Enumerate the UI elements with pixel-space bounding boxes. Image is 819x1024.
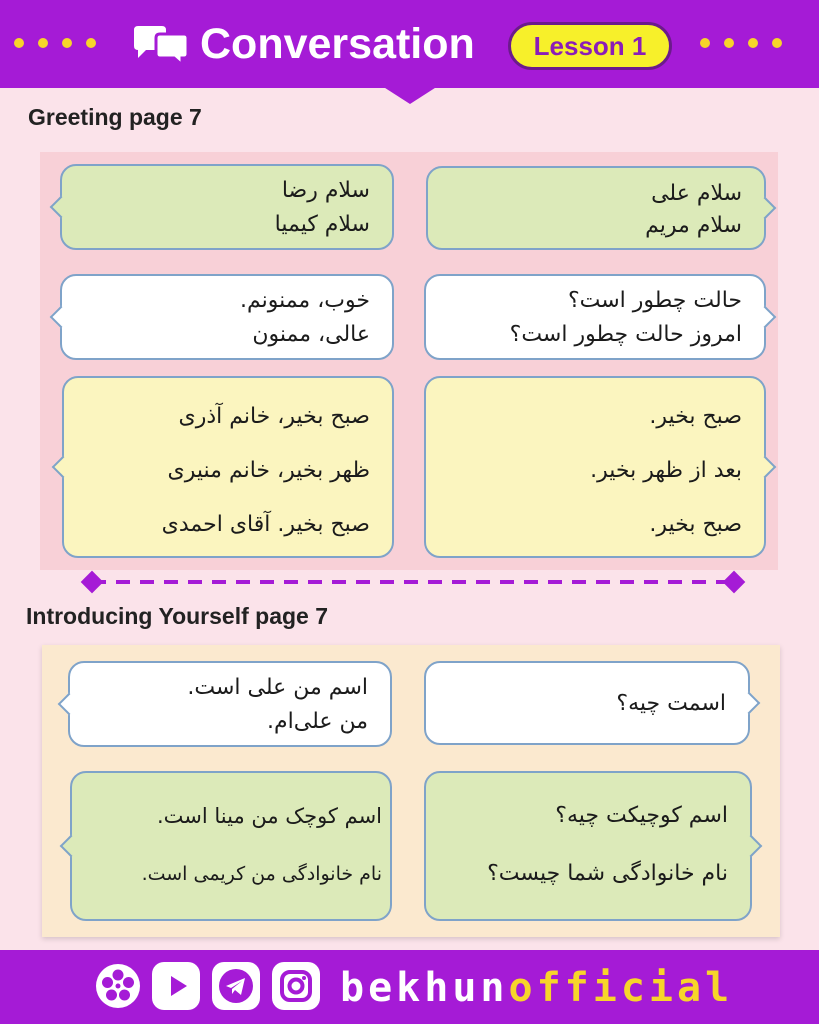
- section-divider: [78, 568, 748, 596]
- bubble-line: حالت چطور است؟: [567, 288, 742, 313]
- header-bar: [0, 0, 819, 88]
- page-title: Conversation: [200, 20, 475, 68]
- youtube-icon[interactable]: [152, 962, 200, 1010]
- brand-name[interactable]: [340, 958, 733, 1018]
- bubble-line: من علی‌ام.: [267, 709, 368, 734]
- intro-bubble-1: [424, 661, 750, 745]
- bubble-line: اسم کوچک من مینا است.: [156, 804, 382, 828]
- footer-bar: [0, 950, 819, 1024]
- bubble-line: سلام مریم: [645, 213, 742, 238]
- greeting-heading: Greeting page 7: [28, 104, 202, 130]
- brand-primary: bekhun: [340, 965, 509, 1011]
- intro-bubble-4: [70, 771, 392, 921]
- bubble-line: سلام علی: [651, 181, 742, 206]
- header-notch: [382, 86, 438, 104]
- decorative-dots-left: [14, 38, 96, 48]
- greeting-bubble-2: [60, 164, 394, 250]
- lesson-badge: Lesson 1: [508, 22, 672, 70]
- film-reel-icon[interactable]: [94, 962, 142, 1010]
- bubble-line: بعد از ظهر بخیر.: [590, 458, 742, 483]
- bubble-line: ظهر بخیر، خانم منیری: [167, 458, 370, 483]
- bubble-line: نام خانوادگی شما چیست؟: [487, 861, 728, 886]
- bubble-line: عالی، ممنون: [252, 322, 370, 347]
- bubble-line: اسم کوچیکت چیه؟: [555, 803, 728, 828]
- bubble-line: صبح بخیر.: [649, 404, 742, 429]
- instagram-icon[interactable]: [272, 962, 320, 1010]
- bubble-line: سلام کیمیا: [274, 212, 370, 237]
- introducing-heading: Introducing Yourself page 7: [26, 603, 329, 629]
- greeting-bubble-6: [62, 376, 394, 558]
- decorative-dots-right: [700, 38, 782, 48]
- greeting-bubble-3: [424, 274, 766, 360]
- bubble-line: اسم من علی است.: [187, 675, 368, 700]
- bubble-line: امروز حالت چطور است؟: [509, 322, 742, 347]
- bubble-line: سلام رضا: [281, 178, 370, 203]
- introducing-panel: [42, 645, 780, 937]
- intro-bubble-2: [68, 661, 392, 747]
- intro-bubble-3: [424, 771, 752, 921]
- greeting-bubble-4: [60, 274, 394, 360]
- bubble-line: صبح بخیر. آقای احمدی: [161, 512, 370, 537]
- telegram-icon[interactable]: [212, 962, 260, 1010]
- bubble-line: صبح بخیر.: [649, 512, 742, 537]
- bubble-line: صبح بخیر، خانم آذری: [178, 404, 370, 429]
- greeting-bubble-5: [424, 376, 766, 558]
- bubble-line: نام خانوادگی من کریمی است.: [141, 863, 382, 885]
- bubble-line: اسمت چیه؟: [616, 691, 726, 716]
- brand-secondary: official: [508, 965, 734, 1011]
- bubble-line: خوب، ممنونم.: [239, 288, 370, 313]
- greeting-bubble-1: [426, 166, 766, 250]
- chat-bubbles-icon: [132, 24, 190, 66]
- greeting-panel: [40, 152, 778, 570]
